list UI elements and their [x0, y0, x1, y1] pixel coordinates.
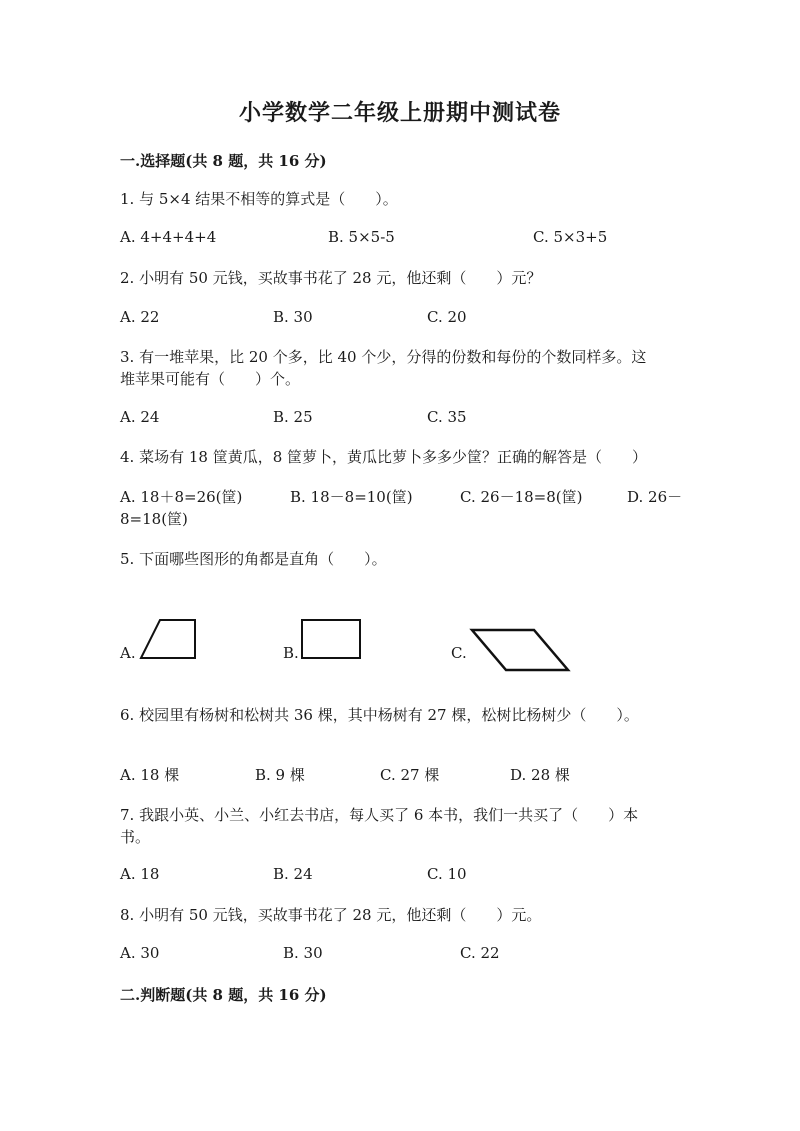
question-7-line-2: 书。 — [120, 828, 151, 846]
q6-option-d: D. 28 棵 — [510, 766, 570, 784]
q1-option-c: C. 5×3+5 — [533, 228, 608, 246]
q5-option-c: C. — [451, 644, 467, 662]
q8-option-b: B. 30 — [283, 944, 323, 962]
q4-option-d: D. 26－ — [627, 488, 683, 506]
question-7-line-1: 7. 我跟小英、小兰、小红去书店，每人买了 6 本书，我们一共买了（ ）本 — [120, 806, 639, 824]
q7-option-c: C. 10 — [427, 865, 467, 883]
q4-option-d-wrap: 8=18(筐) — [120, 510, 188, 528]
question-1: 1. 与 5×4 结果不相等的算式是（ ）。 — [120, 190, 398, 208]
question-4: 4. 菜场有 18 筐黄瓜，8 筐萝卜，黄瓜比萝卜多多少筐？正确的解答是（ ） — [120, 448, 648, 466]
q5-option-b: B. — [283, 644, 299, 662]
section-heading-judgement: 二.判断题(共 8 题，共 16 分) — [120, 986, 327, 1004]
q8-option-c: C. 22 — [460, 944, 500, 962]
q8-option-a: A. 30 — [120, 944, 160, 962]
q4-option-b: B. 18－8=10(筐) — [290, 488, 413, 506]
q4-option-c: C. 26－18=8(筐) — [460, 488, 583, 506]
trapezoid-icon — [138, 618, 198, 660]
q6-option-a: A. 18 棵 — [120, 766, 180, 784]
q6-option-b: B. 9 棵 — [255, 766, 305, 784]
question-3-line-1: 3. 有一堆苹果，比 20 个多，比 40 个少，分得的份数和每份的个数同样多。这 — [120, 348, 647, 366]
exam-title: 小学数学二年级上册期中测试卷 — [238, 100, 561, 126]
q3-option-b: B. 25 — [273, 408, 313, 426]
q6-option-c: C. 27 棵 — [380, 766, 440, 784]
q3-option-c: C. 35 — [427, 408, 467, 426]
q7-option-b: B. 24 — [273, 865, 313, 883]
parallelogram-icon — [470, 628, 570, 672]
q1-option-a: A. 4+4+4+4 — [120, 228, 217, 246]
rectangle-icon — [300, 618, 362, 660]
q3-option-a: A. 24 — [120, 408, 160, 426]
section-heading-choice: 一.选择题(共 8 题，共 16 分) — [120, 152, 327, 170]
question-6: 6. 校园里有杨树和松树共 36 棵，其中杨树有 27 棵，松树比杨树少（ ）。 — [120, 706, 639, 724]
q5-option-a: A. — [120, 644, 136, 662]
question-2: 2. 小明有 50 元钱，买故事书花了 28 元，他还剩（ ）元？ — [120, 269, 542, 287]
question-8: 8. 小明有 50 元钱，买故事书花了 28 元，他还剩（ ）元。 — [120, 906, 542, 924]
q4-option-a: A. 18＋8=26(筐) — [120, 488, 243, 506]
q2-option-c: C. 20 — [427, 308, 467, 326]
q7-option-a: A. 18 — [120, 865, 160, 883]
question-5: 5. 下面哪些图形的角都是直角（ ）。 — [120, 550, 387, 568]
q1-option-b: B. 5×5-5 — [328, 228, 395, 246]
q2-option-b: B. 30 — [273, 308, 313, 326]
question-3-line-2: 堆苹果可能有（ ）个。 — [120, 370, 301, 388]
q2-option-a: A. 22 — [120, 308, 160, 326]
